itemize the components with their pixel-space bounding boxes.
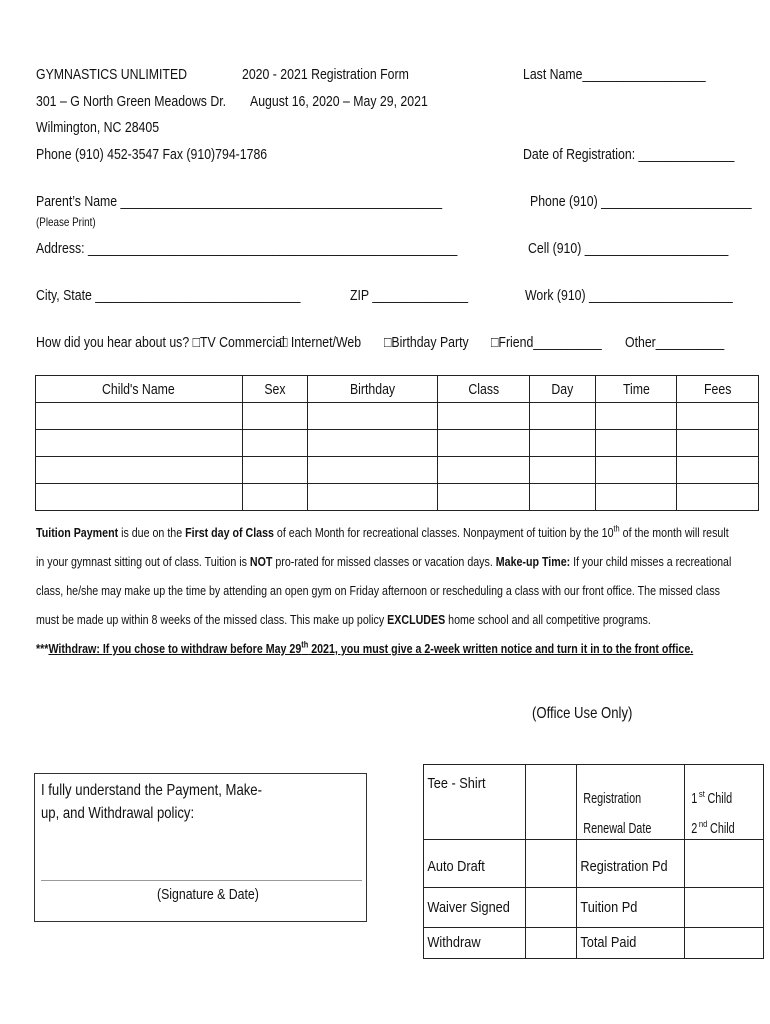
- table-cell[interactable]: [242, 403, 307, 430]
- table-cell[interactable]: [307, 430, 438, 457]
- org-address-line2: Wilmington, NC 28405: [36, 119, 160, 136]
- table-cell[interactable]: [242, 484, 307, 511]
- tuition-policy-text: [36, 518, 733, 634]
- option-friend[interactable]: □Friend__________: [491, 334, 602, 351]
- table-cell[interactable]: [596, 457, 677, 484]
- option-internet-web[interactable]: □ Internet/Web: [280, 334, 362, 351]
- table-cell[interactable]: [242, 457, 307, 484]
- child-count-cell: 1 $^{st}$Child 2 $^{nd}$Child: [684, 765, 763, 840]
- table-cell[interactable]: [677, 484, 759, 511]
- city-state-field[interactable]: City, State ______________________________: [36, 287, 301, 304]
- table-row: [36, 403, 759, 430]
- table-cell[interactable]: [36, 403, 243, 430]
- tuition-pd-value-cell[interactable]: [684, 888, 763, 928]
- col-class: Class: [438, 376, 529, 403]
- table-cell[interactable]: [596, 484, 677, 511]
- org-name: GYMNASTICS UNLIMITED: [36, 66, 188, 83]
- table-cell[interactable]: [529, 430, 596, 457]
- table-row: [36, 484, 759, 511]
- waiver-signed-value-cell[interactable]: [526, 888, 577, 928]
- option-other[interactable]: Other__________: [625, 334, 725, 351]
- hear-about-us-prompt: [36, 334, 285, 351]
- children-table-header: [36, 376, 759, 403]
- table-cell[interactable]: [438, 430, 529, 457]
- makeup-time-label: Make-up Time:: [495, 554, 571, 569]
- policy-text: is due on the: [118, 525, 186, 540]
- last-name-field[interactable]: Last Name__________________: [523, 66, 706, 83]
- waiver-signed-label-cell: Waiver Signed: [424, 888, 526, 928]
- col-childs-name: Child's Name: [36, 376, 243, 403]
- cell-field[interactable]: Cell (910) _____________________: [528, 240, 729, 257]
- signature-statement-line1: I fully understand the Payment, Make-: [41, 782, 262, 799]
- option-tv-commercial[interactable]: □TV Commercial: [192, 334, 285, 351]
- table-row: [36, 457, 759, 484]
- table-cell[interactable]: [529, 484, 596, 511]
- org-address-line1: 301 – G North Green Meadows Dr.: [36, 93, 227, 110]
- auto-draft-value-cell[interactable]: [526, 840, 577, 888]
- table-cell[interactable]: [677, 430, 759, 457]
- signature-caption: (Signature & Date): [157, 886, 259, 903]
- col-birthday: Birthday: [307, 376, 438, 403]
- registration-renewal-label-cell: Registration Renewal Date: [577, 765, 685, 840]
- phone-field[interactable]: Phone (910) ______________________: [530, 193, 752, 210]
- table-cell[interactable]: [307, 457, 438, 484]
- not-label: NOT: [249, 554, 273, 569]
- registration-pd-value-cell[interactable]: [684, 840, 763, 888]
- table-row: [36, 430, 759, 457]
- table-cell[interactable]: [677, 403, 759, 430]
- office-use-heading: (Office Use Only): [532, 705, 633, 722]
- withdraw-label-cell: Withdraw: [424, 928, 526, 959]
- season-dates: August 16, 2020 – May 29, 2021: [250, 93, 428, 110]
- option-birthday-party[interactable]: □Birthday Party: [384, 334, 469, 351]
- table-cell[interactable]: [438, 457, 529, 484]
- table-cell[interactable]: [529, 457, 596, 484]
- table-cell[interactable]: [596, 403, 677, 430]
- table-cell[interactable]: [307, 403, 438, 430]
- tee-shirt-label-cell: Tee - Shirt: [424, 765, 526, 840]
- withdraw-policy: [36, 634, 733, 663]
- table-cell[interactable]: [529, 403, 596, 430]
- table-cell[interactable]: [307, 484, 438, 511]
- policy-text: If your child misses a recreational class, he/she may make up the time by attending an open gym on Friday afternoon or rescheduling a class with our front office. The missed class must be made up within 8 weeks of the missed class. This make up policy: [36, 554, 732, 627]
- col-time: Time: [596, 376, 677, 403]
- children-table: [35, 375, 759, 511]
- col-sex: Sex: [242, 376, 307, 403]
- table-cell[interactable]: [438, 403, 529, 430]
- first-day-label: First day of Class: [185, 525, 274, 540]
- office-use-table: [423, 764, 764, 959]
- signature-statement-line2: up, and Withdrawal policy:: [41, 805, 195, 822]
- zip-field[interactable]: ZIP ______________: [350, 287, 469, 304]
- policy-text: of each Month for recreational classes. Nonpayment of tuition by the 10: [273, 525, 614, 540]
- total-paid-label-cell: Total Paid: [577, 928, 685, 959]
- col-fees: Fees: [677, 376, 759, 403]
- table-cell[interactable]: [36, 430, 243, 457]
- total-paid-value-cell[interactable]: [684, 928, 763, 959]
- table-cell[interactable]: [438, 484, 529, 511]
- withdraw-notice: Withdraw: If you chose to withdraw before May 29th 2021, you must give a 2-week written notice and turn it in to the front office.: [48, 639, 694, 656]
- tuition-payment-label: Tuition Payment: [36, 525, 119, 540]
- auto-draft-label-cell: Auto Draft: [424, 840, 526, 888]
- table-row: [424, 765, 764, 840]
- address-field[interactable]: Address: ______________________________________________________: [36, 240, 458, 257]
- table-cell[interactable]: [36, 457, 243, 484]
- org-phone-fax: Phone (910) 452-3547 Fax (910)794-1786: [36, 146, 268, 163]
- withdraw-prefix: ***: [36, 641, 49, 656]
- tuition-pd-label-cell: Tuition Pd: [577, 888, 685, 928]
- tee-shirt-value-cell[interactable]: [526, 765, 577, 840]
- parents-name-field[interactable]: Parent’s Name _______________________________________________: [36, 193, 443, 210]
- form-title: 2020 - 2021 Registration Form: [242, 66, 409, 83]
- col-day: Day: [529, 376, 596, 403]
- please-print-note: (Please Print): [36, 215, 96, 229]
- table-cell[interactable]: [36, 484, 243, 511]
- table-cell[interactable]: [677, 457, 759, 484]
- registration-pd-label-cell: Registration Pd: [577, 840, 685, 888]
- signature-line[interactable]: [41, 880, 362, 881]
- policy-text: home school and all competitive programs.: [445, 612, 651, 627]
- work-field[interactable]: Work (910) _____________________: [525, 287, 733, 304]
- withdraw-value-cell[interactable]: [526, 928, 577, 959]
- table-row: [424, 928, 764, 959]
- table-cell[interactable]: [596, 430, 677, 457]
- policy-sup: th: [613, 523, 620, 534]
- policy-text: of the month will result in your gymnast sitting out of class. Tuition is: [36, 525, 729, 569]
- table-row: [424, 888, 764, 928]
- hear-prompt-label: How did you hear about us?: [36, 334, 193, 351]
- excludes-label: EXCLUDES: [387, 612, 446, 627]
- policy-text: pro-rated for missed classes or vacation days.: [272, 554, 496, 569]
- signature-box: [34, 773, 367, 922]
- date-of-registration-field[interactable]: Date of Registration: ______________: [523, 146, 735, 163]
- table-cell[interactable]: [242, 430, 307, 457]
- table-row: [424, 840, 764, 888]
